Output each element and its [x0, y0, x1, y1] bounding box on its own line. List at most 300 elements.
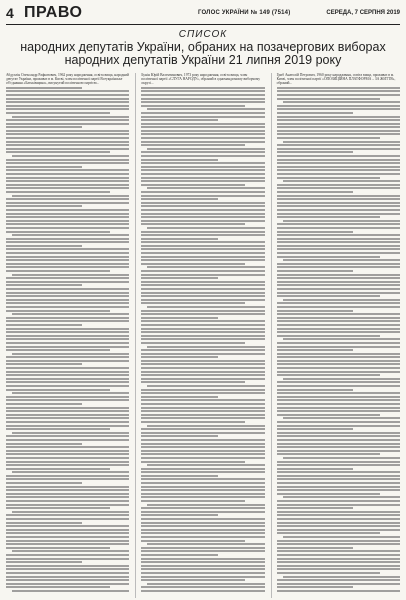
text-line	[12, 511, 129, 513]
text-line	[277, 155, 400, 157]
text-line	[141, 328, 264, 330]
text-line	[277, 324, 400, 326]
text-line	[6, 381, 129, 383]
text-line	[277, 482, 400, 484]
text-line	[6, 205, 82, 207]
text-line	[6, 177, 129, 179]
text-line	[283, 417, 400, 419]
text-line	[6, 389, 110, 391]
text-line	[277, 166, 400, 168]
text-line	[6, 435, 129, 437]
text-line	[277, 363, 400, 365]
text-line	[277, 579, 400, 581]
text-line	[141, 457, 264, 459]
text-line	[6, 489, 129, 491]
text-line	[141, 331, 264, 333]
text-line	[6, 295, 129, 297]
text-line	[283, 141, 400, 143]
text-line	[277, 234, 400, 236]
text-line	[141, 256, 264, 258]
text-line	[141, 435, 217, 437]
text-line	[283, 220, 400, 222]
text-line	[283, 378, 400, 380]
text-line	[141, 151, 264, 153]
text-line	[277, 464, 400, 466]
text-line	[6, 169, 129, 171]
text-line	[6, 209, 129, 211]
text-line	[6, 439, 129, 441]
text-line	[277, 342, 400, 344]
text-line	[277, 475, 400, 477]
text-line	[141, 399, 264, 401]
text-line	[6, 213, 129, 215]
text-line	[6, 547, 110, 549]
text-line	[141, 367, 264, 369]
text-line	[6, 482, 82, 484]
text-line	[277, 248, 400, 250]
text-line	[141, 558, 264, 560]
text-line	[277, 263, 400, 265]
text-line	[6, 525, 129, 527]
text-line	[277, 202, 400, 204]
text-line	[6, 166, 82, 168]
text-line	[141, 310, 264, 312]
text-line	[277, 116, 400, 118]
text-line	[141, 101, 264, 103]
text-line	[277, 270, 353, 272]
text-line	[277, 123, 400, 125]
text-line	[141, 324, 264, 326]
text-line	[277, 159, 400, 161]
text-line	[6, 583, 129, 585]
text-line	[141, 105, 245, 107]
text-line	[141, 554, 217, 556]
text-line	[6, 417, 129, 419]
masthead: ГОЛОС УКРАЇНИ № 149 (7514)	[197, 10, 291, 16]
text-line	[6, 130, 129, 132]
text-line	[277, 137, 381, 139]
text-line	[277, 443, 400, 445]
text-line	[141, 561, 264, 563]
text-line	[277, 371, 400, 373]
text-line	[141, 590, 264, 592]
text-line	[277, 162, 400, 164]
text-line	[283, 259, 400, 261]
text-line	[141, 281, 264, 283]
text-line	[277, 274, 400, 276]
text-line	[277, 565, 400, 567]
text-line	[6, 112, 110, 114]
text-line	[141, 94, 264, 96]
text-line	[6, 457, 129, 459]
text-line	[6, 241, 129, 243]
text-line	[277, 184, 400, 186]
text-line	[6, 151, 110, 153]
text-line	[277, 328, 400, 330]
text-line	[6, 554, 129, 556]
text-line	[277, 238, 400, 240]
text-columns	[6, 73, 400, 598]
text-line	[12, 590, 129, 592]
text-line	[6, 572, 129, 574]
text-line	[141, 396, 217, 398]
text-line	[6, 576, 129, 578]
text-line	[6, 446, 129, 448]
text-line	[141, 572, 264, 574]
text-line	[141, 349, 264, 351]
text-line	[277, 529, 400, 531]
text-line	[6, 101, 129, 103]
text-line	[6, 410, 129, 412]
text-line	[6, 443, 82, 445]
text-line	[6, 399, 129, 401]
text-line	[6, 299, 129, 301]
text-line	[277, 112, 353, 114]
text-line	[277, 450, 400, 452]
text-line	[6, 363, 82, 365]
text-line	[141, 536, 264, 538]
text-line	[141, 514, 217, 516]
text-line	[141, 195, 264, 197]
text-line	[277, 195, 400, 197]
text-line	[141, 288, 264, 290]
text-line	[141, 410, 264, 412]
text-line	[277, 241, 400, 243]
text-line	[6, 371, 129, 373]
text-line	[277, 389, 353, 391]
text-line	[277, 335, 381, 337]
text-line	[141, 119, 217, 121]
text-line	[141, 565, 264, 567]
text-line	[277, 471, 400, 473]
text-line	[277, 295, 381, 297]
text-line	[277, 284, 400, 286]
text-line	[277, 148, 400, 150]
text-line	[147, 227, 264, 229]
text-line	[141, 540, 245, 542]
text-line	[12, 471, 129, 473]
text-line	[277, 586, 353, 588]
text-line	[277, 558, 400, 560]
text-line	[141, 443, 264, 445]
text-line	[277, 507, 353, 509]
text-line	[6, 126, 82, 128]
text-line	[6, 105, 129, 107]
text-line	[6, 532, 129, 534]
text-line	[6, 248, 129, 250]
text-line	[277, 522, 400, 524]
text-line	[277, 223, 400, 225]
text-line	[283, 496, 400, 498]
text-line	[147, 306, 264, 308]
text-line	[6, 579, 129, 581]
text-line	[6, 202, 129, 204]
text-line	[141, 342, 245, 344]
section-title: ПРАВО	[24, 4, 83, 21]
text-line	[6, 231, 110, 233]
text-line	[141, 184, 245, 186]
text-line	[6, 507, 110, 509]
text-line	[6, 98, 129, 100]
text-line	[277, 252, 400, 254]
text-line	[277, 446, 400, 448]
text-line	[277, 227, 400, 229]
text-line	[141, 432, 264, 434]
text-line	[277, 126, 400, 128]
text-line	[277, 540, 400, 542]
text-line	[141, 180, 264, 182]
text-line	[6, 450, 129, 452]
text-line	[141, 335, 264, 337]
text-line	[141, 446, 264, 448]
text-line	[6, 238, 129, 240]
text-line	[6, 543, 129, 545]
text-line	[277, 392, 400, 394]
text-line	[277, 198, 400, 200]
text-line	[141, 371, 264, 373]
text-line	[141, 579, 245, 581]
text-line	[147, 425, 264, 427]
text-line	[6, 331, 129, 333]
text-line	[6, 263, 129, 265]
text-line	[141, 284, 264, 286]
text-line	[141, 270, 264, 272]
text-line	[277, 266, 400, 268]
column-lead: Бунін Юрій Валентинович, 1973 року народження, освіта вища, член політичної партії «СЛУГА НАРОДУ», обраний в одномандатному виборчому окрузі...	[141, 72, 261, 85]
text-line	[277, 428, 353, 430]
text-line	[6, 144, 129, 146]
text-line	[277, 281, 400, 283]
text-line	[6, 270, 110, 272]
text-line	[6, 478, 129, 480]
text-line	[6, 141, 129, 143]
text-line	[141, 112, 264, 114]
text-line	[141, 302, 245, 304]
text-line	[6, 346, 129, 348]
text-line	[6, 288, 129, 290]
text-line	[277, 108, 400, 110]
text-line	[6, 374, 129, 376]
text-line	[277, 435, 400, 437]
text-line	[6, 187, 129, 189]
text-line	[12, 432, 129, 434]
text-line	[277, 396, 400, 398]
text-line	[277, 191, 353, 193]
text-line	[141, 489, 264, 491]
text-line	[141, 299, 264, 301]
text-line	[6, 356, 129, 358]
text-line	[277, 568, 400, 570]
text-line	[6, 137, 129, 139]
text-line	[141, 468, 264, 470]
text-line	[6, 360, 129, 362]
text-line	[6, 342, 129, 344]
text-line	[141, 123, 264, 125]
text-line	[277, 425, 400, 427]
text-line	[141, 360, 264, 362]
text-line	[141, 216, 264, 218]
text-line	[6, 256, 129, 258]
text-line	[141, 518, 264, 520]
text-line	[6, 385, 129, 387]
text-line	[141, 231, 264, 233]
text-line	[6, 453, 129, 455]
text-line	[141, 295, 264, 297]
text-line	[6, 184, 129, 186]
text-line	[6, 486, 129, 488]
text-line	[277, 583, 400, 585]
text-line	[283, 180, 400, 182]
text-line	[277, 518, 400, 520]
text-line	[277, 213, 400, 215]
text-line	[277, 151, 353, 153]
text-line	[6, 159, 129, 161]
text-line	[141, 576, 264, 578]
text-line	[277, 453, 381, 455]
text-line	[277, 177, 381, 179]
text-line	[6, 468, 110, 470]
text-line	[141, 453, 264, 455]
text-line	[141, 141, 264, 143]
text-line	[141, 173, 264, 175]
text-line	[141, 238, 217, 240]
text-line	[141, 471, 264, 473]
text-line	[277, 403, 400, 405]
text-line	[147, 346, 264, 348]
text-line	[6, 586, 110, 588]
text-line	[6, 90, 129, 92]
text-line	[141, 389, 264, 391]
text-line	[6, 475, 129, 477]
text-line	[6, 292, 129, 294]
text-line	[141, 461, 245, 463]
text-line	[141, 353, 264, 355]
text-line	[277, 320, 400, 322]
text-line	[277, 561, 400, 563]
text-lines	[6, 87, 129, 594]
text-line	[141, 220, 264, 222]
text-line	[6, 223, 129, 225]
text-line	[6, 191, 110, 193]
text-line	[283, 338, 400, 340]
column-1	[6, 73, 129, 598]
text-line	[277, 572, 381, 574]
text-line	[277, 306, 400, 308]
text-line	[12, 195, 129, 197]
text-line	[141, 428, 264, 430]
text-line	[6, 335, 129, 337]
text-line	[6, 227, 129, 229]
text-line	[141, 550, 264, 552]
text-line	[141, 191, 264, 193]
text-line	[6, 180, 129, 182]
text-line	[141, 98, 264, 100]
dateline: СЕРЕДА, 7 СЕРПНЯ 2019	[326, 10, 400, 16]
text-line	[141, 263, 245, 265]
text-line	[277, 590, 400, 592]
text-line	[12, 353, 129, 355]
text-line	[6, 328, 129, 330]
text-line	[141, 421, 245, 423]
text-line	[6, 536, 129, 538]
text-line	[147, 504, 264, 506]
text-line	[277, 288, 400, 290]
text-line	[283, 299, 400, 301]
text-line	[6, 561, 82, 563]
text-line	[6, 522, 82, 524]
text-line	[6, 514, 129, 516]
column-lead: Гриб Анатолій Петрович, 1960 року народження, освіта вища, проживає в м. Києві, член політичної партії «ОПОЗИЦІЙНА ПЛАТФОРМА – ЗА ЖИТТЯ», обраний...	[276, 72, 396, 85]
text-line	[283, 101, 400, 103]
text-line	[277, 94, 400, 96]
text-line	[277, 173, 400, 175]
text-line	[277, 302, 400, 304]
text-line	[141, 407, 264, 409]
text-line	[141, 403, 264, 405]
text-line	[277, 525, 400, 527]
text-line	[277, 256, 381, 258]
text-line	[6, 281, 129, 283]
text-line	[141, 482, 264, 484]
text-line	[6, 302, 129, 304]
text-line	[141, 169, 264, 171]
text-line	[6, 493, 129, 495]
text-line	[6, 414, 129, 416]
text-line	[141, 162, 264, 164]
text-line	[277, 87, 400, 89]
text-line	[141, 320, 264, 322]
text-line	[277, 231, 353, 233]
text-line	[277, 421, 400, 423]
text-line	[277, 511, 400, 513]
text-line	[277, 504, 400, 506]
text-line	[6, 407, 129, 409]
text-line	[6, 216, 129, 218]
text-line	[141, 241, 264, 243]
text-line	[6, 324, 82, 326]
text-line	[141, 205, 264, 207]
text-line	[141, 392, 264, 394]
text-line	[6, 162, 129, 164]
column-lead: Абдуллін Олександр Рафкатович, 1962 року народження, освіта вища, народний депутат України, проживає в м. Києві, член політичної партії Всеукраїнське об'єднання «Батьківщина», висунутий політичною партією...	[6, 72, 129, 85]
text-line	[12, 234, 129, 236]
text-line	[6, 259, 129, 261]
text-line	[6, 425, 129, 427]
text-line	[6, 378, 129, 380]
text-line	[277, 90, 400, 92]
text-line	[12, 392, 129, 394]
title-line-1: народних депутатів України, обраних на позачергових виборах	[20, 39, 386, 54]
text-line	[277, 216, 381, 218]
article-title	[6, 30, 400, 67]
text-line	[141, 522, 264, 524]
text-line	[6, 500, 129, 502]
text-line	[141, 525, 264, 527]
text-line	[277, 331, 400, 333]
text-line	[141, 450, 264, 452]
text-line	[141, 486, 264, 488]
text-line	[277, 205, 400, 207]
text-line	[283, 536, 400, 538]
text-line	[277, 356, 400, 358]
text-line	[6, 123, 129, 125]
text-line	[141, 529, 264, 531]
text-line	[141, 568, 264, 570]
text-line	[141, 144, 245, 146]
text-line	[147, 583, 264, 585]
text-line	[6, 565, 129, 567]
text-line	[277, 532, 381, 534]
